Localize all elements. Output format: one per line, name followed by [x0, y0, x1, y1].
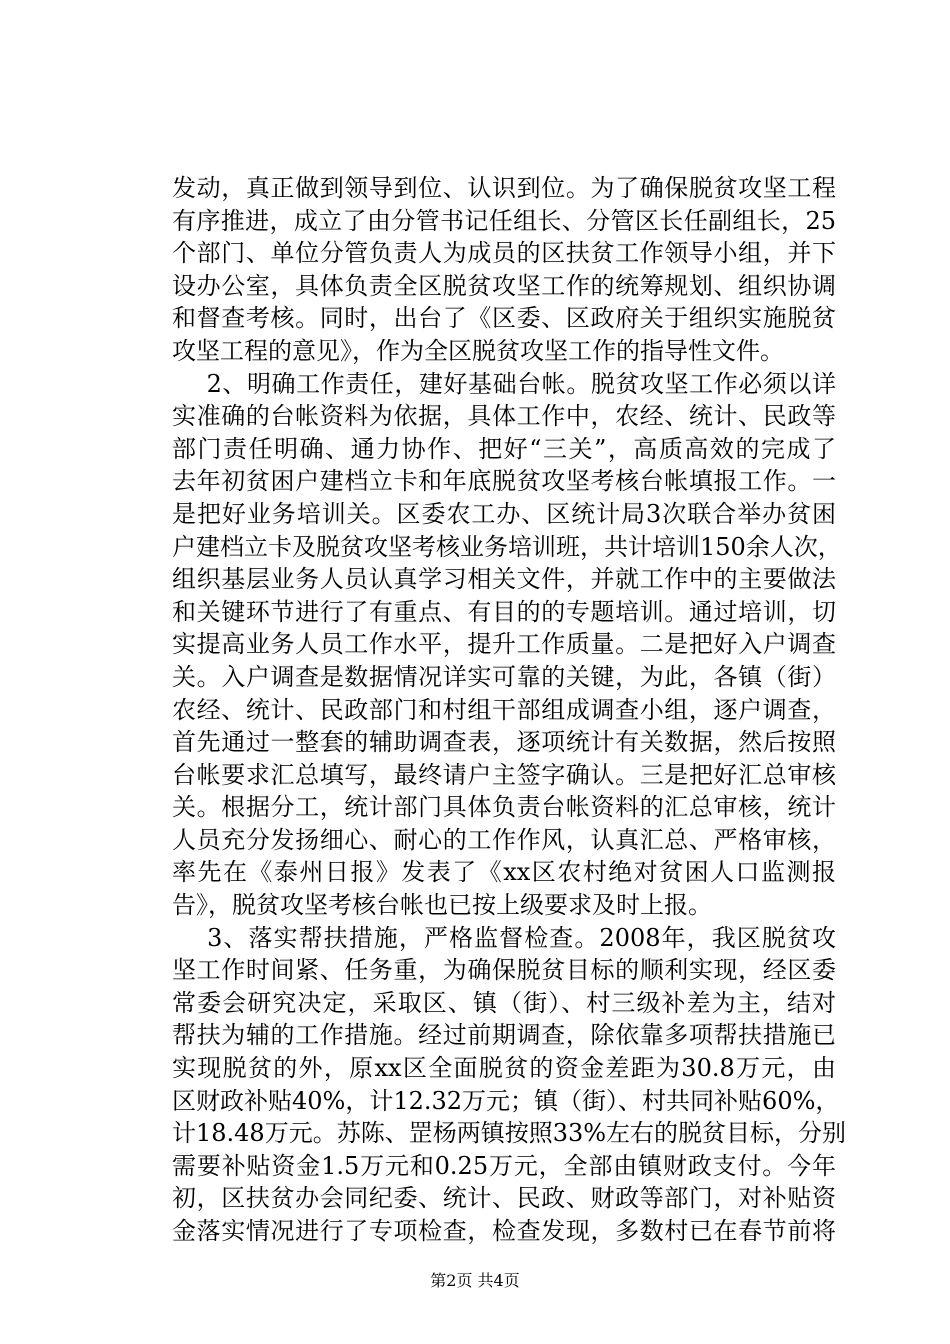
- text-line: 2、明确工作责任，建好基础台帐。脱贫攻坚工作必须以详: [182, 369, 836, 398]
- text-line: 区财政补贴40%，计12.32万元；镇（街）、村共同补贴60%，: [172, 1086, 840, 1115]
- text-line: 关。根据分工，统计部门具体负责台帐资料的汇总审核，统计: [172, 793, 836, 822]
- text-line: 计18.48万元。苏陈、罡杨两镇按照33%左右的脱贫目标，分别: [172, 1119, 847, 1148]
- text-line: 常委会研究决定，采取区、镇（街）、村三级补差为主，结对: [172, 988, 836, 1017]
- text-line: 部门责任明确、通力协作、把好“三关”，高质高效的完成了: [172, 434, 836, 463]
- text-line: 发动，真正做到领导到位、认识到位。为了确保脱贫攻坚工程: [172, 174, 836, 202]
- text-line: 设办公室，具体负责全区脱贫攻坚工作的统筹规划、组织协调: [172, 271, 836, 300]
- text-line: 实准确的台帐资料为依据，具体工作中，农经、统计、民政等: [172, 402, 836, 431]
- text-line: 告》，脱贫攻坚考核台帐也已按上级要求及时上报。: [172, 891, 712, 920]
- page-footer: 第2页 共4页: [430, 1271, 520, 1290]
- text-line: 组织基层业务人员认真学习相关文件，并就工作中的主要做法: [172, 565, 836, 594]
- text-line: 台帐要求汇总填写，最终请户主签字确认。三是把好汇总审核: [172, 760, 836, 789]
- text-line: 个部门、单位分管负责人为成员的区扶贫工作领导小组，并下: [172, 239, 836, 268]
- text-line: 3、落实帮扶措施，严格监督检查。2008年，我区脱贫攻: [182, 923, 836, 952]
- text-line: 是把好业务培训关。区委农工办、区统计局3次联合举办贫困: [172, 499, 836, 528]
- text-line: 实提高业务人员工作水平，提升工作质量。二是把好入户调查: [172, 630, 836, 659]
- text-line: 和关键环节进行了有重点、有目的的专题培训。通过培训，切: [172, 597, 836, 626]
- text-line: 和督查考核。同时，出台了《区委、区政府关于组织实施脱贫: [172, 304, 836, 333]
- text-line: 有序推进，成立了由分管书记任组长、分管区长任副组长，25: [172, 206, 836, 235]
- text-line: 帮扶为辅的工作措施。经过前期调查，除依靠多项帮扶措施已: [172, 1021, 836, 1050]
- text-line: 实现脱贫的外，原xx区全面脱贫的资金差距为30.8万元，由: [172, 1054, 836, 1083]
- text-line: 需要补贴资金1.5万元和0.25万元，全部由镇财政支付。今年: [172, 1151, 836, 1180]
- text-line: 初，区扶贫办会同纪委、统计、民政、财政等部门，对补贴资: [172, 1184, 836, 1213]
- text-line: 金落实情况进行了专项检查，检查发现，多数村已在春节前将: [172, 1217, 836, 1245]
- text-line: 率先在《泰州日报》发表了《xx区农村绝对贫困人口监测报: [172, 858, 836, 887]
- text-line: 人员充分发扬细心、耐心的工作作风，认真汇总、严格审核，: [172, 825, 836, 854]
- text-line: 关。入户调查是数据情况详实可靠的关键，为此，各镇（街）: [172, 662, 836, 691]
- text-line: 攻坚工程的意见》，作为全区脱贫攻坚工作的指导性文件。: [172, 336, 784, 365]
- text-line: 坚工作时间紧、任务重，为确保脱贫目标的顺利实现，经区委: [172, 956, 836, 985]
- text-line: 去年初贫困户建档立卡和年底脱贫攻坚考核台帐填报工作。一: [172, 467, 836, 496]
- text-line: 首先通过一整套的辅助调查表，逐项统计有关数据，然后按照: [172, 728, 836, 757]
- text-line: 户建档立卡及脱贫攻坚考核业务培训班，共计培训150余人次，: [172, 532, 842, 561]
- text-line: 农经、统计、民政部门和村组干部组成调查小组，逐户调查，: [172, 695, 836, 724]
- body-text: [172, 172, 847, 1248]
